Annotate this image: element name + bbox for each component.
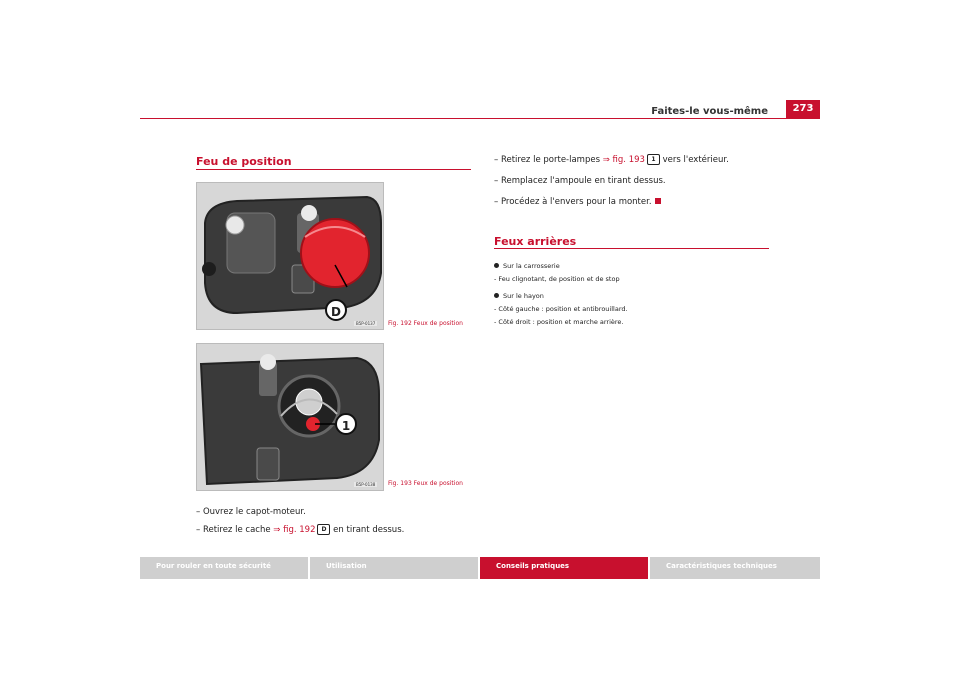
figure-193-image: [196, 343, 384, 491]
reference-badge: D: [317, 524, 330, 535]
figure-reference-link[interactable]: ⇒ fig. 193: [602, 155, 645, 165]
list-item: Sur le hayon: [494, 292, 628, 301]
running-header-title: Faites-le vous-même: [651, 106, 768, 117]
step-reassemble: [494, 196, 661, 208]
step-remove-cover: [196, 524, 404, 536]
section-rule: [196, 169, 471, 170]
step-text: – Retirez le cache: [196, 525, 274, 535]
callout-marker-d: D: [325, 299, 347, 321]
header-rule: [140, 118, 820, 119]
footer-tab-caracteristiques[interactable]: Caractéristiques techniques: [650, 557, 820, 579]
step-replace-bulb: – Remplacez l'ampoule en tirant dessus.: [494, 176, 666, 186]
footer-tab-conseils-pratiques[interactable]: Conseils pratiques: [480, 557, 648, 579]
figure-code: B5P-0137: [356, 321, 376, 326]
figure-code: B5P-0138: [356, 482, 376, 487]
reference-badge: 1: [647, 154, 660, 165]
figure-192-image: [196, 182, 384, 330]
step-text: – Retirez le porte-lampes: [494, 155, 603, 165]
step-text: – Procédez à l'envers pour la monter.: [494, 197, 652, 207]
list-subitem: - Feu clignotant, de position et de stop: [494, 275, 620, 283]
list-subitem: - Côté gauche : position et antibrouillard.: [494, 305, 628, 313]
callout-marker-1: 1: [335, 413, 357, 435]
list-item: Sur la carrosserie: [494, 262, 628, 271]
section-rule: [494, 248, 769, 249]
figure-192-caption: Fig. 192 Feux de position: [388, 320, 463, 327]
bullet-icon: [494, 293, 499, 298]
footer-tab-utilisation[interactable]: Utilisation: [310, 557, 478, 579]
list-subitem: - Côté droit : position et marche arrière.: [494, 318, 624, 326]
page-number: 273: [786, 100, 820, 118]
headlight-rear-cover-illustration: [197, 183, 383, 329]
step-open-hood: – Ouvrez le capot-moteur.: [196, 507, 306, 517]
figure-193-caption: Fig. 193 Feux de position: [388, 480, 463, 487]
bullet-icon: [494, 263, 499, 268]
figure-reference-link[interactable]: ⇒ fig. 192: [273, 525, 316, 535]
step-text: en tirant dessus.: [330, 525, 405, 535]
section-title-feux-arrieres: Feux arrières: [494, 235, 577, 248]
step-remove-lamp-holder: [494, 154, 729, 166]
rear-lights-list: [494, 262, 628, 327]
footer-tab-securite[interactable]: Pour rouler en toute sécurité: [140, 557, 308, 579]
end-of-section-icon: [655, 198, 661, 204]
step-text: vers l'extérieur.: [659, 155, 729, 165]
section-title-feu-de-position: Feu de position: [196, 155, 292, 168]
